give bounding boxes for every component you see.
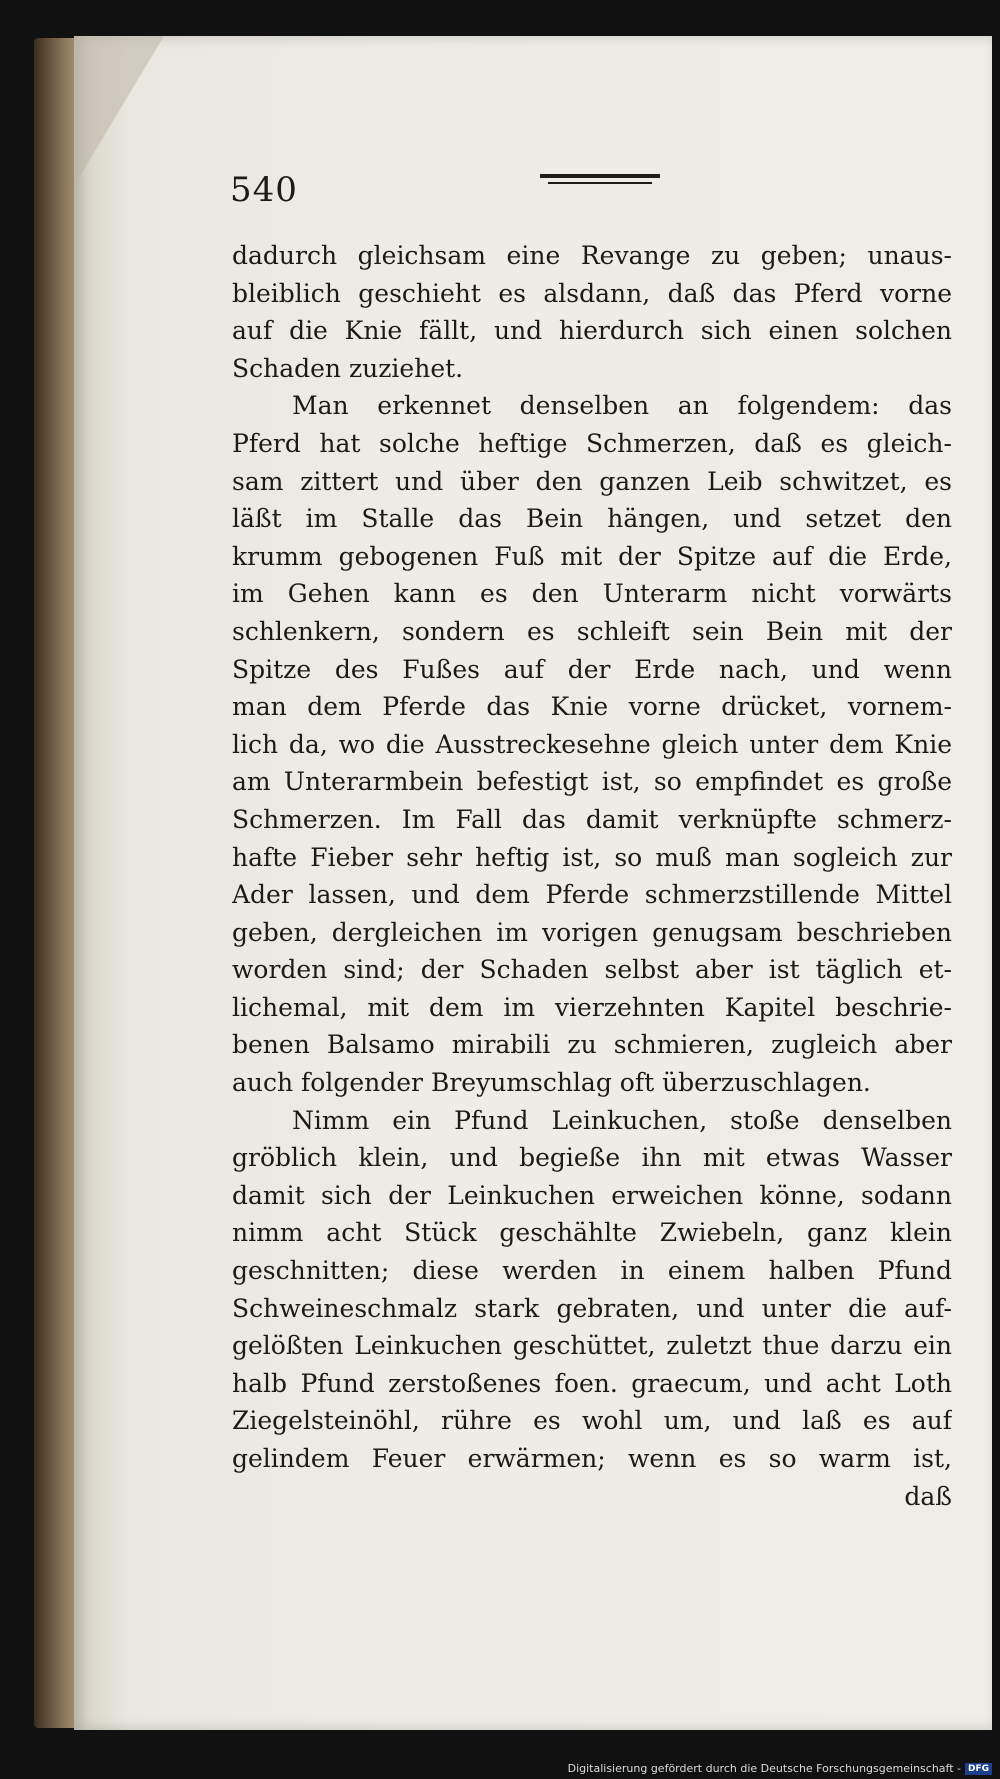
- digitization-credit: [568, 1762, 992, 1775]
- text-line: im Gehen kann es den Unterarm nicht vorwärts: [232, 579, 952, 609]
- text-line: benen Balsamo mirabili zu schmieren, zugleich aber: [232, 1030, 952, 1060]
- text-line: Nimm ein Pfund Leinkuchen, stoße denselben: [292, 1105, 952, 1135]
- text-line: geschnitten; diese werden in einem halben Pfund: [232, 1256, 952, 1286]
- text-line: hafte Fieber sehr heftig ist, so muß man sogleich zur: [232, 842, 952, 872]
- text-line: läßt im Stalle das Bein hängen, und setzet den: [232, 504, 952, 534]
- header-ornament-rule: [540, 174, 660, 188]
- dfg-logo: DFG: [965, 1763, 992, 1775]
- text-line: man dem Pferde das Knie vorne drücket, vornem-: [232, 692, 952, 722]
- text-line: Schweineschmalz stark gebraten, und unter die auf-: [232, 1293, 952, 1323]
- text-line: dadurch gleichsam eine Revange zu geben; unaus-: [232, 241, 952, 270]
- text-line: auch folgender Breyumschlag oft überzuschlagen.: [232, 1068, 871, 1098]
- text-line: Ader lassen, und dem Pferde schmerzstillende Mittel: [232, 880, 952, 910]
- catchword: daß: [904, 1481, 952, 1511]
- text-line: damit sich der Leinkuchen erweichen könne, sodann: [232, 1180, 952, 1210]
- text-line: Man erkennet denselben an folgendem: das: [292, 391, 952, 421]
- text-line: krumm gebogenen Fuß mit der Spitze auf die Erde,: [232, 541, 952, 571]
- text-line: gelindem Feuer erwärmen; wenn es so warm ist,: [232, 1444, 952, 1473]
- text-line: schlenkern, sondern es schleift sein Bein mit der: [232, 616, 952, 646]
- text-line: gröblich klein, und begieße ihn mit etwas Wasser: [232, 1143, 952, 1173]
- text-line: Schaden zuziehet.: [232, 353, 464, 383]
- text-line: gelößten Leinkuchen geschüttet, zuletzt thue darzu ein: [232, 1331, 952, 1361]
- text-line: worden sind; der Schaden selbst aber ist täglich et-: [232, 955, 952, 985]
- text-line: lichemal, mit dem im vierzehnten Kapitel beschrie-: [232, 992, 952, 1022]
- text-line: halb Pfund zerstoßenes foen. graecum, und acht Loth: [232, 1368, 952, 1398]
- text-line: bleiblich geschieht es alsdann, daß das Pferd vorne: [232, 278, 952, 308]
- text-line: Schmerzen. Im Fall das damit verknüpfte schmerz-: [232, 804, 952, 834]
- text-line: am Unterarmbein befestigt ist, so empfindet es große: [232, 767, 952, 797]
- text-line: nimm acht Stück geschählte Zwiebeln, ganz klein: [232, 1218, 952, 1248]
- page-number: 540: [230, 170, 298, 210]
- credit-text: Digitalisierung gefördert durch die Deutsche Forschungsgemeinschaft -: [567, 1762, 961, 1775]
- page-fold: [74, 36, 164, 186]
- text-line: Ziegelsteinöhl, rühre es wohl um, und laß es auf: [232, 1406, 952, 1436]
- body-text: [232, 237, 952, 1515]
- page-header: [230, 170, 950, 220]
- text-line: Pferd hat solche heftige Schmerzen, daß es gleich-: [232, 428, 952, 458]
- text-line: sam zittert und über den ganzen Leib schwitzet, es: [232, 466, 952, 496]
- text-line: geben, dergleichen im vorigen genugsam beschrieben: [232, 917, 952, 947]
- text-line: auf die Knie fällt, und hierdurch sich einen solchen: [232, 316, 952, 346]
- text-line: lich da, wo die Ausstreckesehne gleich unter dem Knie: [232, 729, 952, 759]
- text-line: Spitze des Fußes auf der Erde nach, und wenn: [232, 654, 952, 684]
